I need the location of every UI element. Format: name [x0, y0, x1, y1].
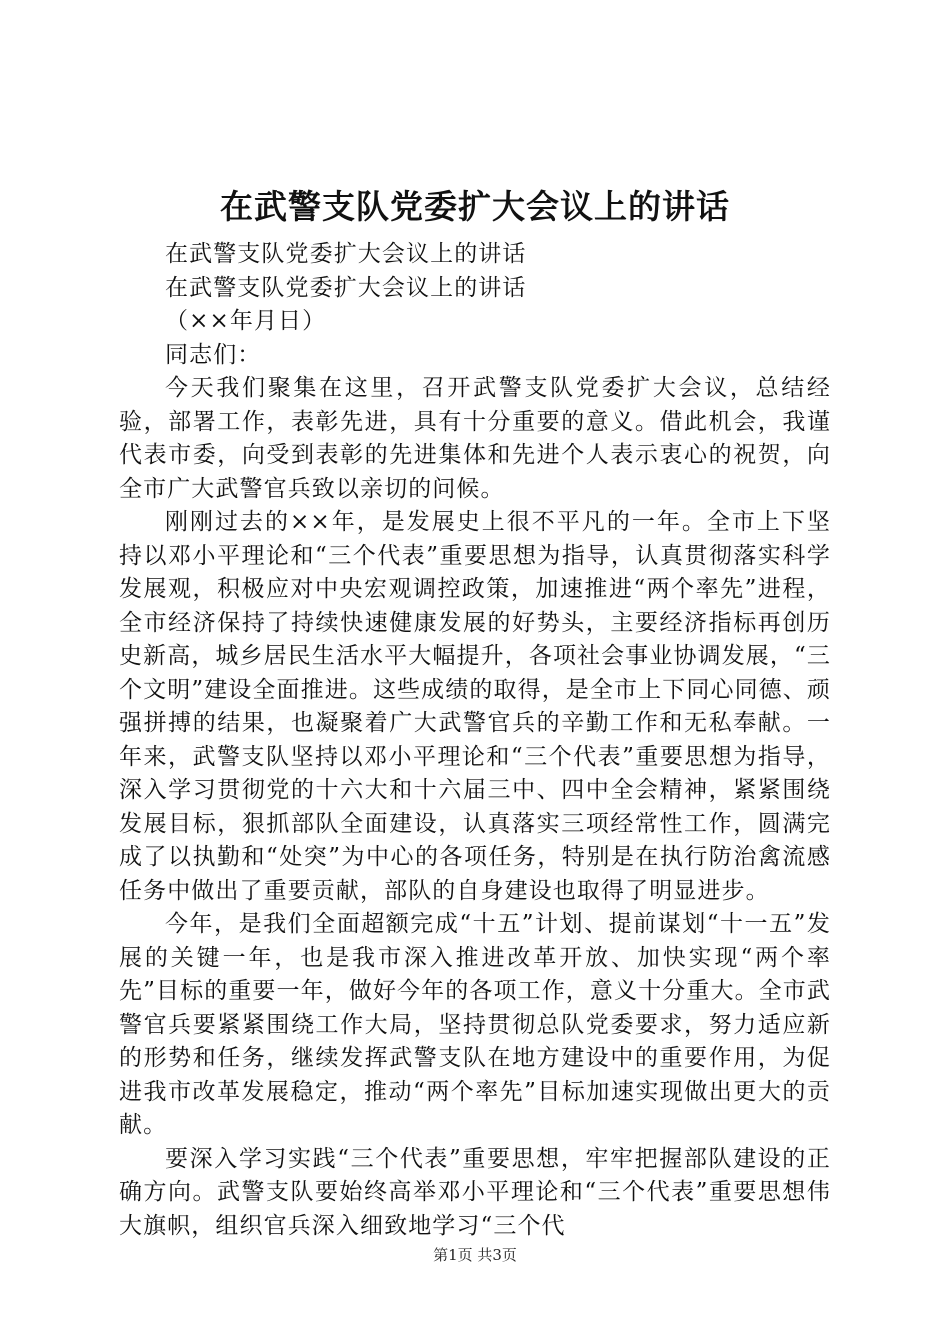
document-body	[119, 238, 831, 1243]
body-paragraph: 在武警支队党委扩大会议上的讲话	[165, 274, 527, 301]
body-paragraph: 要深入学习实践“三个代表”重要思想，牢牢把握部队建设的正确方向。武警支队要始终高举邓小平理论和“三个代表”重要思想伟大旗帜，组织官兵深入细致地学习“三个代	[119, 1145, 831, 1239]
body-paragraph: 刚刚过去的××年，是发展史上很不平凡的一年。全市上下坚持以邓小平理论和“三个代表”重要思想为指导，认真贯彻落实科学发展观，积极应对中央宏观调控政策，加速推进“两个率先”进程，全市经济保持了持续快速健康发展的好势头，主要经济指标再创历史新高，城乡居民生活水平大幅提升，各项社会事业协调发展，“三个文明”建设全面推进。这些成绩的取得，是全市上下同心同德、顽强拼搏的结果，也凝聚着广大武警官兵的辛勤工作和无私奉献。一年来，武警支队坚持以邓小平理论和“三个代表”重要思想为指导，深入学习贯彻党的十六大和十六届三中、四中全会精神，紧紧围绕发展目标，狠抓部队全面建设，认真落实三项经常性工作，圆满完成了以执勤和“处突”为中心的各项任务，特别是在执行防治禽流感任务中做出了重要贡献，部队的自身建设也取得了明显进步。	[119, 509, 831, 904]
page-number-footer: 第1页 共3页	[433, 1246, 517, 1264]
body-paragraph: 同志们：	[165, 341, 262, 368]
body-paragraph: 今天我们聚集在这里，召开武警支队党委扩大会议，总结经验，部署工作，表彰先进，具有十分重要的意义。借此机会，我谨代表市委，向受到表彰的先进集体和先进个人表示衷心的祝贺，向全市广大武警官兵致以亲切的问候。	[119, 375, 831, 502]
body-paragraph: （××年月日）	[165, 308, 327, 334]
document-title: 在武警支队党委扩大会议上的讲话	[220, 187, 730, 226]
body-paragraph: 今年，是我们全面超额完成“十五”计划、提前谋划“十一五”发展的关键一年，也是我市深入推进改革开放、加快实现“两个率先”目标的重要一年，做好今年的各项工作，意义十分重大。全市武警官兵要紧紧围绕工作大局，坚持贯彻总队党委要求，努力适应新的形势和任务，继续发挥武警支队在地方建设中的重要作用，为促进我市改革发展稳定，推动“两个率先”目标加速实现做出更大的贡献。	[119, 911, 831, 1138]
body-paragraph: 在武警支队党委扩大会议上的讲话	[165, 241, 527, 267]
